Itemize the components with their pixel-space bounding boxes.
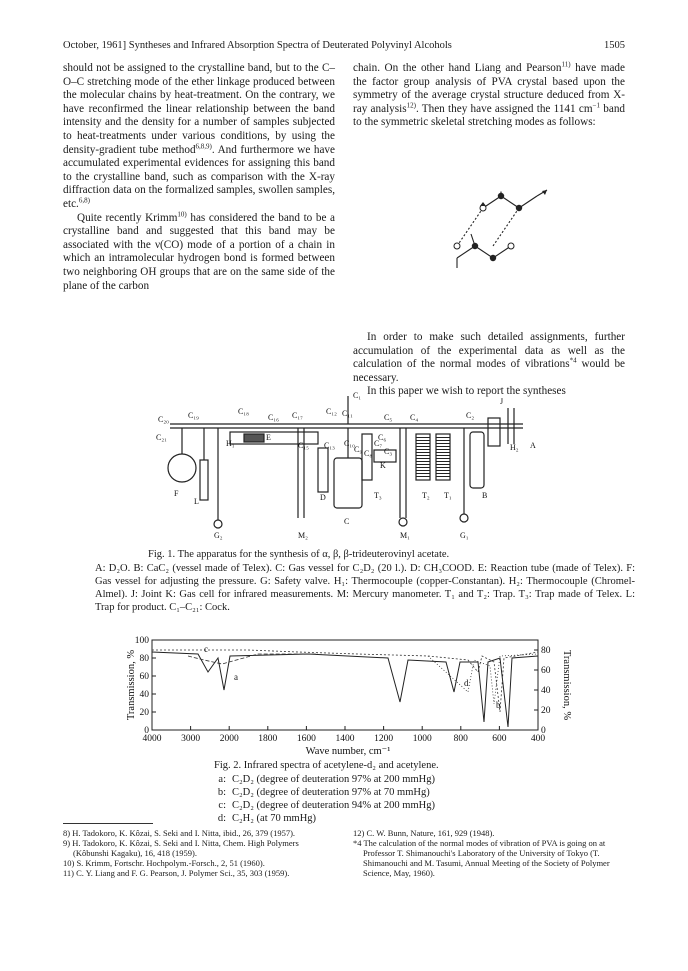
apparatus-label: A — [530, 441, 536, 450]
paragraph: In this paper we wish to report the syntheses — [367, 385, 566, 398]
header-title: October, 1961] Syntheses and Infrared Absorption Spectra of Deuterated Polyvinyl Alcohols — [63, 40, 452, 51]
apparatus-label: C₁₂ — [326, 407, 337, 416]
apparatus-label: C₉ — [354, 445, 363, 454]
apparatus-label: G₁ — [460, 531, 469, 540]
y-tick-label-right: 40 — [541, 686, 551, 696]
x-tick-label: 1400 — [335, 734, 355, 744]
x-tick-label: 800 — [453, 734, 468, 744]
apparatus-label: C₁₉ — [188, 411, 199, 420]
paragraph: chain. On the other hand Liang and Pearson$^{11)}$ have made the factor group analysis of PVA crystal based upon the symmetry of the average crystal structure deduced from X-ray analysis$^{12)}$. Then they have assigned the 1141 $cm^{-1}$ band to the symmetric skeletal stretching modes as follows: — [353, 60, 626, 129]
apparatus-label: T₁ — [444, 491, 452, 500]
apparatus-label: C₁₁ — [342, 409, 353, 418]
y-tick-label: 60 — [139, 672, 149, 682]
spectrum-legend-item: d: C₂H₂ (at 70 mmHg) — [217, 813, 317, 824]
apparatus-label: H₂ — [510, 443, 519, 452]
apparatus-label: C₅ — [384, 413, 393, 422]
reference-item: 8) H. Tadokoro, K. Kôzai, S. Seki and I. Nitta, ibid., 26, 379 (1957). — [63, 828, 296, 838]
reference-item: 9) H. Tadokoro, K. Kôzai, S. Seki and I. Nitta, Chem. High Polymers (Kôbunshi Kagaku), 16, 418 (1959). — [63, 838, 299, 858]
apparatus-label: C₄ — [410, 413, 419, 422]
x-tick-label: 2000 — [219, 734, 239, 744]
footnote-rule — [63, 823, 153, 824]
spectrum-legend-item: a: C₂D₂ (degree of deuteration 97% at 200 mmHg) — [218, 774, 435, 785]
apparatus-label: F — [174, 489, 179, 498]
curve-label: a — [234, 672, 238, 682]
x-tick-label: 1200 — [374, 734, 394, 744]
apparatus-label: M₂ — [298, 531, 308, 540]
apparatus-label: J — [500, 397, 504, 406]
left-column — [63, 62, 335, 293]
references-left — [63, 828, 329, 878]
apparatus-label: M₁ — [400, 531, 410, 540]
reference-item: *4 The calculation of the normal modes of vibration of PVA is going on at Professor T. Shimanouchi's Laboratory of the University of Tokyo (T. Shimanouchi and M. Tasumi, Annual Meeting of the Society of Polymer Science, May, 1960). — [353, 838, 610, 878]
y-tick-label: 0 — [144, 726, 149, 736]
x-tick-label: 1800 — [258, 734, 278, 744]
y-tick-label: 100 — [134, 636, 149, 646]
apparatus-label: C₆ — [378, 433, 387, 442]
apparatus-label: C₈ — [364, 449, 373, 458]
x-tick-label: 1600 — [296, 734, 316, 744]
page-number: 1505 — [604, 40, 625, 51]
apparatus-label: C — [344, 517, 350, 526]
curve-label: b — [496, 700, 501, 710]
apparatus-label: C₇ — [374, 439, 383, 448]
references-right — [353, 828, 625, 878]
x-tick-label: 600 — [492, 734, 507, 744]
x-tick-label: 400 — [530, 734, 546, 744]
apparatus-label: C₁₈ — [238, 407, 249, 416]
fig1-legend: A: D₂O. B: CaC₂ (vessel made of Telex). C: Gas vessel for C₂D₂ (20 l.). D: CH₃COOD. E: Reaction tube (made of Telex). F: Gas vessel for adjusting the pressure. G: Safety valve. H₁: Thermocouple (copper-Constantan). H₂: Thermocouple (Chromel-Almel). J: Joint K: Gas cell for infrared measurements. M: Mercury manometer. T₁ and T₂: Trap. T₃: Trap made of Telex. L: Trap for product. C₁–C₂₁: Cock. — [95, 563, 635, 613]
x-axis-label: Wave number, cm⁻¹ — [305, 746, 391, 757]
apparatus-label: L — [194, 497, 199, 506]
apparatus-label: C₂₁ — [156, 433, 167, 442]
apparatus-label: D — [320, 493, 326, 502]
spectrum-legend-item: c: C₂D₂ (degree of deuteration 94% at 200 mmHg) — [218, 800, 435, 811]
y-axis-label-right: Transmission, % — [561, 649, 572, 721]
apparatus-label: G₂ — [214, 531, 223, 540]
apparatus-label: C₁₆ — [268, 413, 279, 422]
x-tick-label: 4000 — [142, 734, 162, 744]
apparatus-label: C₁₅ — [298, 441, 309, 450]
skeletal-mode-diagram — [425, 188, 555, 278]
fig1-caption-title: Fig. 1. The apparatus for the synthesis of α, β, β-trideuterovinyl acetate. — [148, 549, 450, 560]
fig2-caption-title: Fig. 2. Infrared spectra of acetylene-d₂ and acetylene. — [214, 760, 439, 771]
paragraph: In order to make such detailed assignments, further accumulation of the experimental data as well as the calculation of the normal modes of vibrations$^{*4}$ would be necessary. — [353, 331, 625, 384]
spectrum-curve — [188, 654, 318, 664]
apparatus-label: B — [482, 491, 488, 500]
apparatus-label: C₁ — [353, 391, 362, 400]
spectrum-legend-item: b: C₂D₂ (degree of deuteration 97% at 70 mmHg) — [217, 787, 430, 798]
apparatus-label: T₂ — [422, 491, 430, 500]
apparatus-label: C₂ — [466, 411, 475, 420]
apparatus-label: E — [266, 433, 271, 442]
y-axis-label: Transmission, % — [126, 649, 137, 721]
apparatus-label: C₁₃ — [324, 441, 335, 450]
right-column — [353, 62, 625, 130]
apparatus-label: C₃ — [384, 447, 393, 456]
apparatus-label: C₂₀ — [158, 415, 169, 424]
paragraph: should not be assigned to the crystalline band, but to the C–O–C stretching mode of the ether linkage produced between the molecular chains by heat-treatment. On the contrary, we have reconfirmed the linear relationship between the band intensity and the density for a number of samples subjected to heat-treatments under various conditions, by using the density-gradient tube method$^{6,8,9)}$. And furthermore we have accumulated experimental evidences for assigning this band to the crystalline band, such as comparison with the X-ray diffraction data on the formalized samples, swollen samples, etc.$^{6,8)}$ — [63, 62, 335, 210]
x-tick-label: 1000 — [412, 734, 432, 744]
apparatus-label: H₁ — [226, 439, 235, 448]
y-tick-label-right: 60 — [541, 666, 551, 676]
running-header — [63, 40, 625, 56]
paragraph: Quite recently Krimm$^{10)}$ has considered the band to be a crystalline band and suggested that this band may be associated with the ν(CO) mode of a portion of a chain in which an intramolecular hydrogen bond is formed between two neighboring OH groups that are on the same side of the plane of the carbon — [63, 209, 336, 292]
apparatus-label: C₁₀ — [344, 439, 355, 448]
ir-spectrum-chart — [126, 632, 572, 757]
y-tick-label-right: 80 — [541, 646, 551, 656]
y-tick-label: 80 — [139, 654, 149, 664]
apparatus-label: T₃ — [374, 491, 382, 500]
apparatus-label: K — [380, 461, 386, 470]
curve-label: c — [204, 644, 208, 654]
y-tick-label: 20 — [139, 708, 149, 718]
reference-item: 11) C. Y. Liang and F. G. Pearson, J. Polymer Sci., 35, 303 (1959). — [63, 868, 290, 878]
fig2-legend-list — [208, 773, 568, 825]
apparatus-diagram — [148, 388, 553, 544]
reference-item: 10) S. Krimm, Fortschr. Hochpolym.-Forsch., 2, 51 (1960). — [63, 858, 265, 868]
apparatus-label: C₁₇ — [292, 411, 303, 420]
reference-item: 12) C. W. Bunn, Nature, 161, 929 (1948). — [353, 828, 495, 838]
y-tick-label: 40 — [139, 690, 149, 700]
curve-label: d — [464, 678, 469, 688]
y-tick-label-right: 0 — [541, 726, 546, 736]
y-tick-label-right: 20 — [541, 706, 551, 716]
x-tick-label: 3000 — [181, 734, 201, 744]
